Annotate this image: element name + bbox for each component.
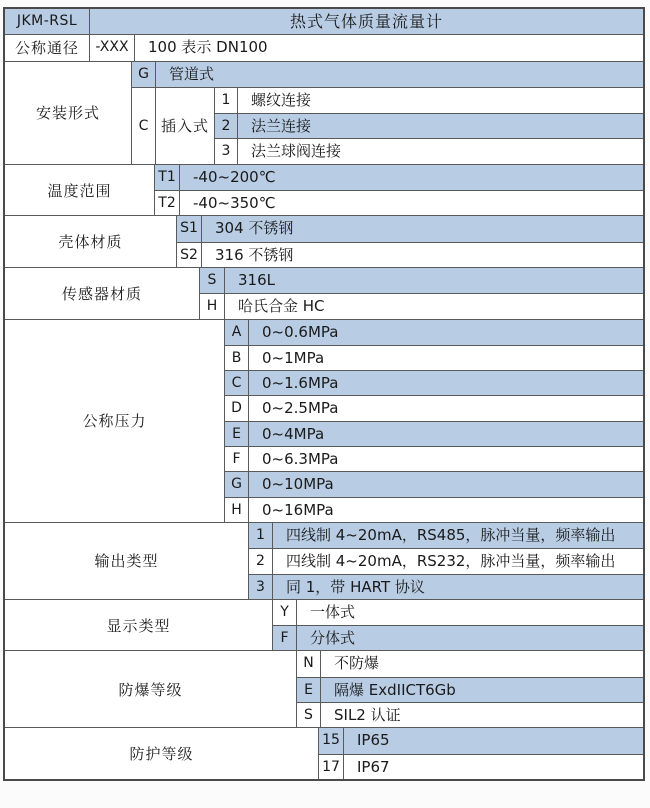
option-row — [177, 242, 643, 267]
model-code: JKM-RSL — [5, 9, 90, 34]
option-code: G — [132, 62, 156, 87]
option-value: 四线制 4~20mA，RS485，脉冲当量，频率输出 — [286, 525, 616, 544]
section-housing-material — [5, 215, 643, 267]
option-row — [319, 754, 643, 779]
option-code: G — [225, 472, 249, 496]
section-nominal-diameter — [5, 34, 643, 60]
option-row — [249, 548, 643, 573]
option-value: 316 不锈钢 — [215, 245, 294, 264]
option-row — [249, 574, 643, 599]
section-label: 安装形式 — [5, 62, 132, 164]
option-row — [297, 702, 643, 727]
option-code: D — [225, 396, 249, 420]
option-value: -40~200℃ — [193, 167, 276, 186]
option-value: 分体式 — [310, 629, 356, 648]
option-row — [200, 268, 643, 293]
section-label: 壳体材质 — [5, 216, 177, 267]
option-code: 15 — [319, 728, 344, 753]
option-code: S2 — [177, 243, 202, 267]
option-value: 法兰球阀连接 — [251, 142, 342, 161]
option-code: 2 — [249, 549, 273, 573]
option-code: E — [225, 422, 249, 446]
option-row — [225, 320, 643, 345]
option-code: F — [225, 447, 249, 471]
option-row — [90, 35, 643, 60]
option-value: 316L — [238, 270, 275, 289]
option-row — [215, 88, 643, 113]
option-code: E — [297, 678, 321, 702]
option-value: 法兰连接 — [251, 117, 312, 136]
section-rows — [297, 651, 643, 727]
option-value: 0~4MPa — [262, 424, 325, 443]
option-code: B — [225, 346, 249, 370]
option-value: 0~10MPa — [262, 475, 334, 494]
section-label: 公称通径 — [5, 35, 90, 60]
section-label: 防护等级 — [5, 728, 319, 779]
option-value: IP67 — [357, 757, 390, 776]
option-code: C — [132, 88, 156, 164]
sub-rows — [215, 88, 643, 164]
option-code: H — [225, 498, 249, 522]
option-code: T2 — [155, 191, 180, 215]
option-value: 0~1MPa — [262, 348, 325, 367]
option-value: 100 表示 DN100 — [148, 38, 268, 57]
section-protection-rating — [5, 727, 643, 779]
option-row — [225, 446, 643, 471]
section-label: 温度范围 — [5, 165, 155, 216]
option-row — [297, 651, 643, 676]
section-label: 显示类型 — [5, 600, 273, 651]
option-code: S — [297, 703, 321, 727]
section-display-type — [5, 599, 643, 651]
option-row — [297, 677, 643, 702]
option-value: 管道式 — [169, 64, 215, 83]
option-code: 1 — [215, 88, 238, 113]
option-value: 304 不锈钢 — [215, 219, 294, 238]
section-rows — [155, 165, 643, 216]
option-code: A — [225, 320, 249, 345]
option-value: 螺纹连接 — [251, 90, 312, 109]
option-code: Y — [273, 600, 297, 625]
section-output-type — [5, 522, 643, 599]
option-value: 0~2.5MPa — [262, 399, 339, 418]
option-value: IP65 — [357, 731, 390, 750]
section-explosion-proof-rating — [5, 650, 643, 727]
option-row — [132, 62, 643, 87]
option-row — [215, 113, 643, 138]
option-value: 同 1，带 HART 协议 — [286, 577, 425, 596]
option-row — [225, 421, 643, 446]
option-value: 不防爆 — [334, 654, 380, 673]
option-group-label: 插入式 — [156, 88, 215, 164]
section-label: 公称压力 — [5, 320, 225, 522]
section-rows — [132, 62, 643, 164]
option-row — [200, 293, 643, 318]
option-code: S — [200, 268, 225, 293]
option-value: 哈氏合金 HC — [238, 297, 325, 316]
section-rows — [225, 320, 643, 522]
section-label: 防爆等级 — [5, 651, 297, 727]
section-label: 输出类型 — [5, 523, 249, 599]
option-row — [225, 345, 643, 370]
option-row — [225, 497, 643, 522]
option-code: C — [225, 371, 249, 395]
option-value: 一体式 — [310, 602, 356, 621]
option-code: 17 — [319, 755, 344, 779]
section-sensor-material — [5, 267, 643, 319]
section-temperature-range — [5, 164, 643, 216]
option-code: T1 — [155, 165, 180, 190]
option-row-group — [132, 87, 643, 164]
section-label: 传感器材质 — [5, 268, 200, 319]
option-value: 0~1.6MPa — [262, 374, 339, 393]
option-value: 0~0.6MPa — [262, 322, 339, 341]
option-row — [155, 190, 643, 215]
option-code: F — [273, 626, 297, 650]
option-code: S1 — [177, 216, 202, 241]
option-value: 0~6.3MPa — [262, 450, 339, 469]
header-row — [5, 9, 643, 34]
option-row — [225, 370, 643, 395]
option-row — [155, 165, 643, 190]
option-value: 隔爆 ExdIICT6Gb — [334, 680, 456, 699]
option-code: 3 — [215, 139, 238, 163]
option-code: H — [200, 294, 225, 318]
option-value: 0~16MPa — [262, 500, 334, 519]
section-rows — [200, 268, 643, 319]
option-code: -XXX — [90, 35, 135, 60]
option-row — [225, 395, 643, 420]
option-code: 3 — [249, 575, 273, 599]
option-row — [273, 625, 643, 650]
option-row — [215, 138, 643, 163]
section-rows — [249, 523, 643, 599]
option-value: -40~350℃ — [193, 194, 276, 213]
section-rows — [273, 600, 643, 651]
option-code: N — [297, 651, 321, 676]
option-value: 四线制 4~20mA，RS232，脉冲当量，频率输出 — [286, 552, 616, 571]
selection-code-table — [3, 7, 645, 781]
section-nominal-pressure — [5, 319, 643, 522]
sections-container — [5, 34, 643, 779]
option-row — [225, 471, 643, 496]
table-title: 热式气体质量流量计 — [289, 12, 443, 31]
section-rows — [319, 728, 643, 779]
section-installation-type — [5, 61, 643, 164]
section-rows — [90, 35, 643, 60]
option-row — [177, 216, 643, 241]
option-code: 2 — [215, 114, 238, 138]
option-row — [273, 600, 643, 625]
option-value: SIL2 认证 — [334, 706, 401, 725]
section-rows — [177, 216, 643, 267]
option-code: 1 — [249, 523, 273, 548]
option-row — [319, 728, 643, 753]
option-row — [249, 523, 643, 548]
